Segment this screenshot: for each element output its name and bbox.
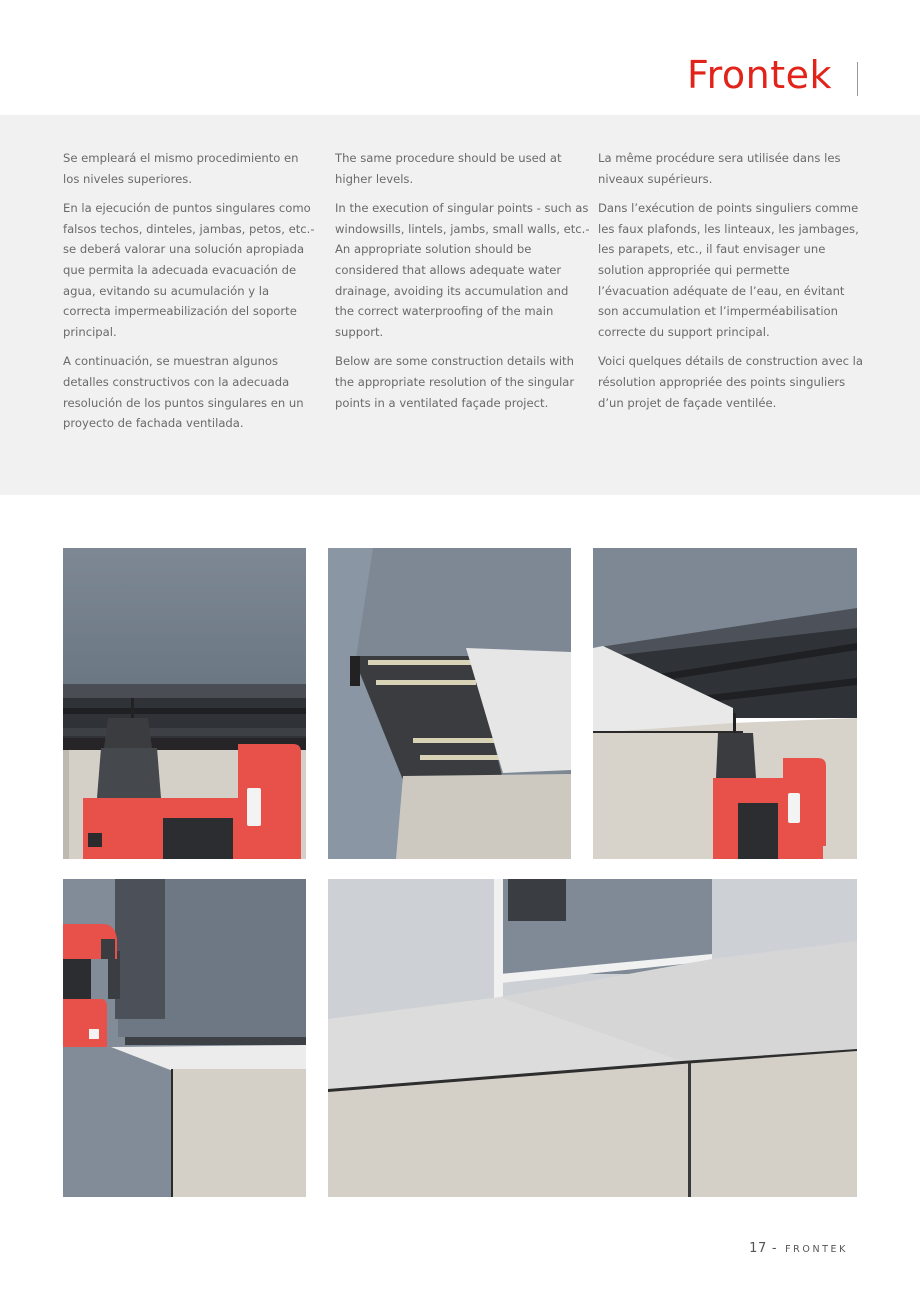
footer-brand: FRONTEK [785, 1244, 848, 1255]
page-header [0, 0, 920, 115]
paragraph: The same procedure should be used at higher levels. [335, 151, 562, 186]
paragraph: La même procédure sera utilisée dans les niveaux supérieurs. [598, 151, 841, 186]
photo-drill-soffit-clips [593, 548, 857, 859]
frontek-logo: Frontek [687, 53, 832, 97]
column-french [598, 148, 863, 422]
paragraph: Below are some construction details with the appropriate resolution of the singular points in a ventilated façade project. [335, 354, 575, 410]
paragraph: Se empleará el mismo procedimiento en los niveles superiores. [63, 151, 299, 186]
paragraph: A continuación, se muestran algunos detalles constructivos con la adecuada resolución de los puntos singulares en un proyecto de fachada ventilada. [63, 354, 304, 431]
paragraph: In the execution of singular points - such as windowsills, lintels, jambs, small walls, etc.- An appropriate solution should be considered that allows adequate water drainage, avoiding its accumulation and the correct waterproofing of the main support. [335, 200, 590, 340]
logo-divider [857, 62, 858, 96]
photo-ceiling-rails-panel [328, 548, 571, 859]
photo-drill-ceiling-rail [63, 548, 306, 859]
photo-drill-jamb-profile [63, 879, 306, 1197]
column-spanish [63, 148, 318, 443]
paragraph: Dans l’exécution de points singuliers comme les faux plafonds, les linteaux, les jambages, les parapets, etc., il faut envisager une solution appropriée qui permette l’évacuation adéquate de l’eau, en évitant son accumulation et l’imperméabilisation correcte du support principal. [598, 200, 859, 340]
footer-separator: - [771, 1241, 778, 1256]
page-footer [749, 1237, 848, 1256]
paragraph: En la ejecución de puntos singulares como falsos techos, dinteles, jambas, petos, etc.- se deberá valorar una solución apropiada que permita la adecuada evacuación de agua, evitando su acumulación y la correcta impermeabilización del soporte principal. [63, 200, 315, 340]
column-english [335, 148, 590, 422]
paragraph: Voici quelques détails de construction avec la résolution appropriée des points singuliers d’un projet de façade ventilée. [598, 354, 864, 410]
page-number: 17 [749, 1241, 767, 1256]
photo-finished-soffit [328, 879, 857, 1197]
